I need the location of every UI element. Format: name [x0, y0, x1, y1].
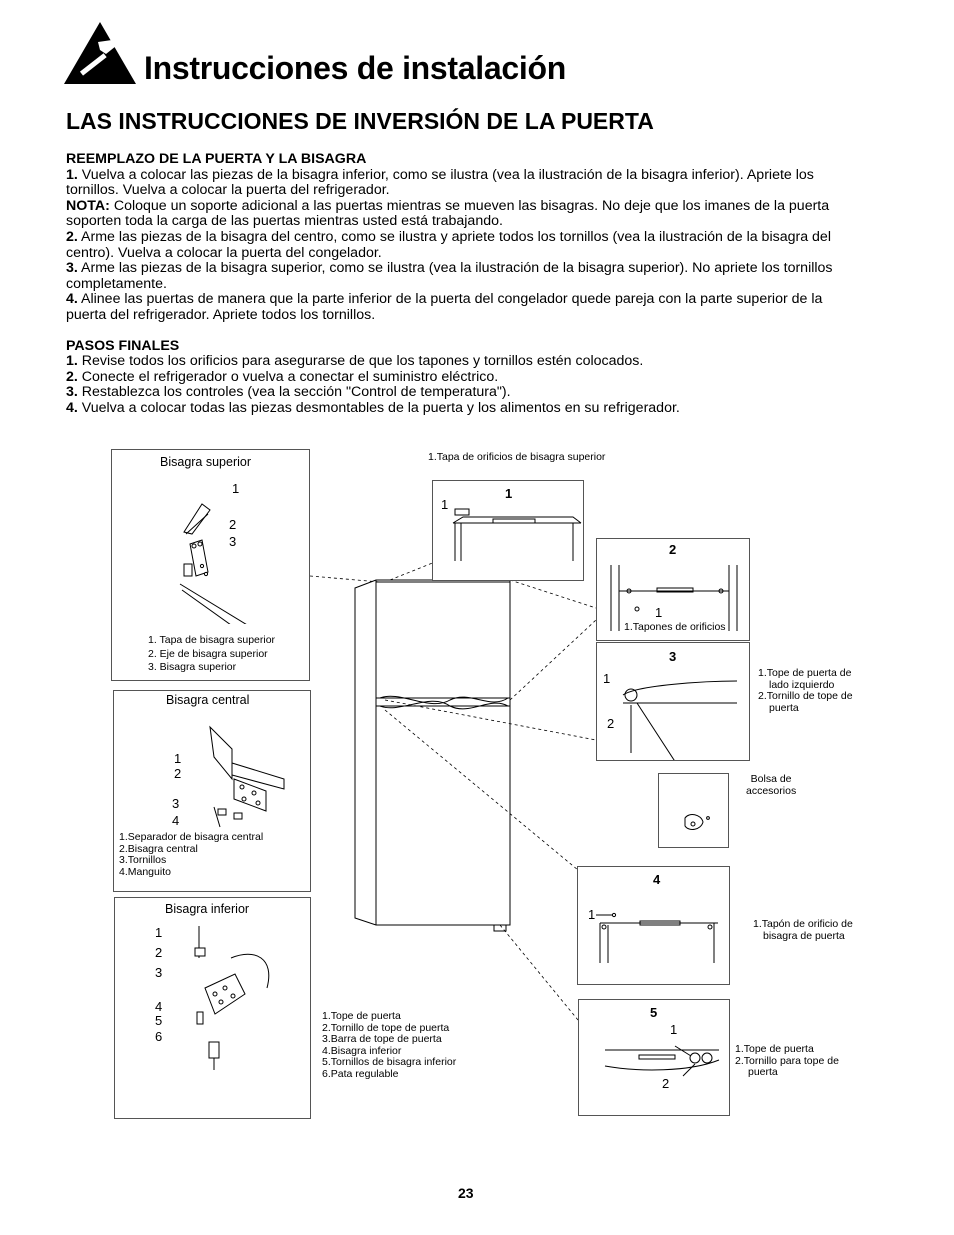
callout-6: 6: [155, 1029, 163, 1044]
callout-5: 5: [155, 1013, 163, 1028]
detail4-legend: 1.Tapón de orificio de bisagra de puerta: [753, 918, 853, 942]
bottom-hinge-drawing: [155, 918, 305, 1078]
detail1-caption: 1.Tapa de orificios de bisagra superior: [428, 451, 606, 463]
detail3-number: 3: [669, 649, 677, 664]
callout-2: 2: [607, 716, 615, 731]
detail5-figure: [578, 999, 730, 1116]
section-heading-replacement: REEMPLAZO DE LA PUERTA Y LA BISAGRA: [66, 151, 367, 167]
callout-4: 4: [155, 999, 163, 1014]
center-hinge-figure: [113, 690, 311, 892]
note: NOTA: Coloque un soporte adicional a las puertas mientras se mueven las bisagras. No deje que los imanes de la puerta soporten toda la carga de las puertas mientras usted está trabajando.: [66, 197, 830, 230]
detail1-number: 1: [505, 486, 513, 501]
accessory-bag-drawing: [659, 774, 728, 847]
top-hinge-legend: 1. Tapa de bisagra superior 2. Eje de bisagra superior 3. Bisagra superior: [148, 634, 276, 673]
detail4-drawing: [578, 867, 729, 984]
callout-2: 2: [174, 766, 182, 781]
callout-2: 2: [155, 945, 163, 960]
center-hinge-drawing: [174, 719, 304, 839]
callout-2: 2: [662, 1076, 670, 1091]
step-3: 3. Arme las piezas de la bisagra superior, como se ilustra (vea la ilustración de la bisagra superior). No apriete los tornillos completamente.: [66, 260, 833, 292]
detail4-figure: [577, 866, 730, 985]
center-hinge-title: Bisagra central: [166, 693, 250, 707]
detail5-legend: 1.Tope de puerta 2.Tornillo para tope de puerta: [735, 1043, 839, 1078]
detail2-caption: 1.Tapones de orificios: [624, 621, 726, 633]
page-number: 23: [458, 1185, 474, 1201]
detail5-drawing: [579, 1000, 729, 1115]
top-hinge-figure: [111, 449, 310, 681]
top-hinge-drawing: [162, 474, 282, 624]
top-hinge-title: Bisagra superior: [160, 455, 252, 469]
callout-1: 1: [670, 1022, 678, 1037]
detail2-number: 2: [669, 542, 677, 557]
section-title: LAS INSTRUCCIONES DE INVERSIÓN DE LA PUERTA: [66, 108, 654, 134]
step-1: 1. Vuelva a colocar las piezas de la bisagra inferior, como se ilustra (vea la ilustración de la bisagra inferior). Apriete los tornillos. Vuelva a colocar la puerta del refrigerador.: [66, 166, 814, 199]
callout-3: 3: [155, 965, 163, 980]
callout-3: 3: [229, 534, 237, 549]
callout-4: 4: [172, 813, 180, 828]
instructions-block: [66, 152, 866, 417]
detail3-figure: [596, 642, 750, 761]
detail4-number: 4: [653, 872, 661, 887]
step-2: 2. Arme las piezas de la bisagra del centro, como se ilustra y apriete todos los tornillos (vea la ilustración de la bisagra del centro). Vuelva a colocar la puerta del congelador.: [66, 228, 831, 261]
step-4: 4. Alinee las puertas de manera que la parte inferior de la puerta del congelador quede pareja con la parte superior de la puerta del refrigerador. Apriete todos los tornillos.: [66, 291, 823, 323]
detail1-figure: [432, 480, 584, 581]
callout-1: 1: [174, 751, 182, 766]
callout-3: 3: [172, 796, 180, 811]
page-title: Instrucciones de instalación: [144, 50, 566, 86]
detail2-figure: [596, 538, 750, 641]
accessory-bag-label: Bolsa de accesorios: [746, 773, 797, 797]
center-hinge-legend: 1.Separador de bisagra central 2.Bisagra central 3.Tornillos 4.Manguito: [119, 831, 264, 878]
bottom-hinge-title: Bisagra inferior: [165, 902, 250, 916]
detail3-drawing: [597, 643, 749, 760]
final-step-2: 2. Conecte el refrigerador o vuelva a conectar el suministro eléctrico.: [66, 368, 499, 385]
hammer-warning-icon: [62, 20, 138, 86]
callout-1: 1: [232, 481, 240, 496]
callout-2: 2: [229, 517, 237, 532]
callout-1: 1: [441, 497, 449, 512]
detail1-drawing: [433, 481, 583, 580]
detail3-legend: 1.Tope de puerta de lado izquierdo 2.Tornillo de tope de puerta: [758, 667, 853, 714]
bottom-hinge-figure: [114, 897, 311, 1119]
callout-1: 1: [603, 671, 611, 686]
callout-1: 1: [588, 907, 596, 922]
bottom-hinge-legend: 1.Tope de puerta 2.Tornillo de tope de puerta 3.Barra de tope de puerta 4.Bisagra inferior 5.Tornillos de bisagra inferior 6.Pata regulable: [322, 1010, 457, 1080]
detail5-number: 5: [650, 1005, 658, 1020]
accessory-bag-figure: [658, 773, 729, 848]
detail2-drawing: [597, 539, 749, 640]
callout-1: 1: [155, 925, 163, 940]
final-step-4: 4. Vuelva a colocar todas las piezas desmontables de la puerta y los alimentos en su refrigerador.: [66, 399, 680, 416]
callout-1: 1: [655, 605, 663, 620]
final-step-1: 1. Revise todos los orificios para asegurarse de que los tapones y tornillos estén colocados.: [66, 353, 644, 370]
section-heading-final: PASOS FINALES: [66, 337, 180, 354]
final-step-3: 3. Restablezca los controles (vea la sección "Control de temperatura").: [66, 384, 511, 401]
